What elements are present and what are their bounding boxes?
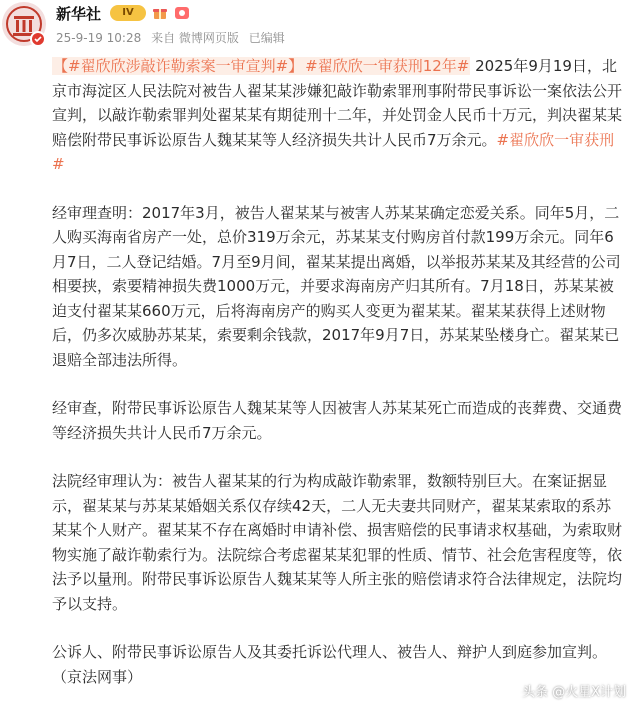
paragraph-4: 法院经审理认为：被告人翟某某的行为构成敲诈勒索罪，数额特别巨大。在案证据显示，翟某某与苏某某婚姻关系仅存续42天，二人无夫妻共同财产，翟某某索取的系苏某某个人财产。翟某某不存在离婚时申请补偿、损害赔偿的民事请求权基础，为索取财物实施了敲诈勒索行为。法院综合考虑翟某某犯罪的性质、情节、社会危害程度等，依法予以量刑。附带民事诉讼原告人魏某某等人所主张的赔偿请求符合法律规定，法院均予以支持。	[52, 472, 623, 613]
watermark-logo-icon	[500, 682, 518, 700]
watermark-text: 头条 @火星X计划	[521, 685, 626, 700]
hashtag-sentence[interactable]: #翟欣欣一审获刑#	[52, 130, 615, 173]
paragraph-2: 经审理查明：2017年3月，被告人翟某某与被害人苏某某确定恋爱关系。同年5月，二人购买海南省房产一处，总价319万余元，苏某某支付购房首付款199万余元。同年6月7日，二人登记结婚。7月至9月间，翟某某提出离婚，以举报苏某某及其经营的公司相要挟，索要精神损失费1000万元，并要求海南房产归其所有。7月18日，苏某某被迫支付翟某某660万元，后将海南房产的购买人变更为翟某某。翟某某获得上述财物后，仍多次威胁苏某某，索要剩余钱款，2017年9月7日，苏某某坠楼身亡。翟某某已退赔全部违法所得。	[52, 203, 621, 369]
post-body	[52, 54, 624, 713]
paragraph-1-text: 2025年9月19日，北京市海淀区人民法院对被告人翟某某涉嫌犯敲诈勒索罪刑事附带民事诉讼一案依法公开宣判，以敲诈勒索罪判处翟某某有期徒刑十二年，并处罚金人民币十万元，判决翟某某赔偿附带民事诉讼原告人魏某某等人经济损失共计人民币7万余元。	[52, 57, 623, 149]
level-badge-label: IV	[122, 7, 134, 18]
post-meta	[56, 29, 291, 46]
post-source: 来自 微博网页版	[151, 31, 239, 45]
hashtag-case[interactable]: 【#翟欣欣涉敲诈勒索案一审宣判#】	[53, 57, 304, 75]
paragraph-1	[52, 54, 624, 177]
gift-icon[interactable]	[152, 5, 168, 21]
level-badge-icon	[110, 5, 146, 21]
hashtag-sentence-12[interactable]: #翟欣欣一审获刑12年#	[305, 57, 470, 75]
watermark	[500, 681, 626, 700]
paragraph-3: 经审查，附带民事诉讼原告人魏某某等人因被害人苏某某死亡而造成的丧葬费、交通费等经济损失共计人民币7万余元。	[52, 399, 623, 442]
post-time[interactable]: 25-9-19 10:28	[56, 31, 142, 45]
verified-icon	[30, 31, 46, 47]
post-edited-status[interactable]: 已编辑	[248, 31, 285, 45]
media-icon[interactable]	[174, 5, 190, 21]
post-header	[0, 0, 640, 52]
author-name[interactable]: 新华社	[56, 5, 102, 23]
paragraph-5: 公诉人、附带民事诉讼原告人及其委托诉讼代理人、被告人、辩护人到庭参加宣判。（京法网事）	[52, 643, 608, 686]
